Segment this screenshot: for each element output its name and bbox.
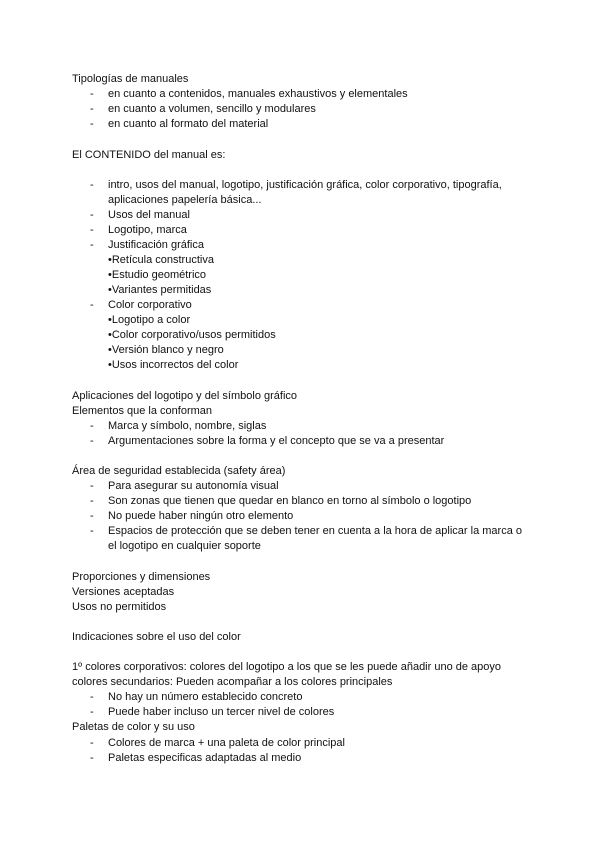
- subheading-elementos: Elementos que la conforman: [72, 405, 213, 417]
- bullet-dash: -: [90, 752, 94, 764]
- sub-list-item: •Color corporativo/usos permitidos: [108, 329, 276, 341]
- list-item: Puede haber incluso un tercer nivel de colores: [108, 706, 335, 718]
- bullet-dash: -: [90, 420, 94, 432]
- list-item: en cuanto a contenidos, manuales exhaustivos y elementales: [108, 88, 408, 100]
- list-item: Colores de marca + una paleta de color principal: [108, 737, 345, 749]
- bullet-dash: -: [90, 525, 94, 537]
- list-item-line: intro, usos del manual, logotipo, justificación gráfica, color corporativo, tipografía,: [108, 179, 502, 191]
- bullet-dash: -: [90, 299, 94, 311]
- paragraph-line: 1º colores corporativos: colores del logotipo a los que se les puede añadir uno de apoyo: [72, 661, 502, 673]
- list-item: Son zonas que tienen que quedar en blanco en torno al símbolo o logotipo: [108, 495, 472, 507]
- bullet-dash: -: [90, 510, 94, 522]
- bullet-dash: -: [90, 435, 94, 447]
- heading-contenido: El CONTENIDO del manual es:: [72, 149, 226, 161]
- list-item: Para asegurar su autonomía visual: [108, 480, 279, 492]
- sub-list-item: •Versión blanco y negro: [108, 344, 224, 356]
- text-line: Proporciones y dimensiones: [72, 571, 211, 583]
- list-item: Usos del manual: [108, 209, 190, 221]
- bullet-dash: -: [90, 706, 94, 718]
- bullet-dash: -: [90, 88, 94, 100]
- bullet-dash: -: [90, 209, 94, 221]
- list-item: en cuanto al formato del material: [108, 118, 269, 130]
- list-item-line: Espacios de protección que se deben tener en cuenta a la hora de aplicar la marca o: [108, 525, 522, 537]
- list-item: Color corporativo: [108, 299, 192, 311]
- bullet-dash: -: [90, 495, 94, 507]
- heading-area-seguridad: Área de seguridad establecida (safety área): [72, 465, 286, 477]
- subheading-paletas: Paletas de color y su uso: [72, 721, 195, 733]
- bullet-dash: -: [90, 224, 94, 236]
- heading-aplicaciones: Aplicaciones del logotipo y del símbolo gráfico: [72, 390, 298, 402]
- bullet-dash: -: [90, 103, 94, 115]
- heading-indicaciones-color: Indicaciones sobre el uso del color: [72, 631, 241, 643]
- bullet-dash: -: [90, 737, 94, 749]
- text-line: Versiones aceptadas: [72, 586, 175, 598]
- text-line: Usos no permitidos: [72, 601, 167, 613]
- list-item: en cuanto a volumen, sencillo y modulares: [108, 103, 316, 115]
- list-item: No hay un número establecido concreto: [108, 691, 303, 703]
- sub-list-item: •Variantes permitidas: [108, 284, 212, 296]
- bullet-dash: -: [90, 691, 94, 703]
- sub-list-item: •Retícula constructiva: [108, 254, 214, 266]
- list-item-line: el logotipo en cualquier soporte: [108, 540, 261, 552]
- bullet-dash: -: [90, 179, 94, 191]
- bullet-dash: -: [90, 480, 94, 492]
- paragraph-line: colores secundarios: Pueden acompañar a los colores principales: [72, 676, 393, 688]
- list-item-line: aplicaciones papelería básica...: [108, 194, 262, 206]
- list-item: Argumentaciones sobre la forma y el concepto que se va a presentar: [108, 435, 445, 447]
- list-item: Logotipo, marca: [108, 224, 187, 236]
- bullet-dash: -: [90, 239, 94, 251]
- sub-list-item: •Estudio geométrico: [108, 269, 207, 281]
- list-item: Marca y símbolo, nombre, siglas: [108, 420, 267, 432]
- list-item: No puede haber ningún otro elemento: [108, 510, 294, 522]
- list-item: Paletas especificas adaptadas al medio: [108, 752, 302, 764]
- sub-list-item: •Usos incorrectos del color: [108, 359, 239, 371]
- heading-tipologias: Tipologías de manuales: [72, 73, 189, 85]
- list-item: Justificación gráfica: [108, 239, 204, 251]
- bullet-dash: -: [90, 118, 94, 130]
- sub-list-item: •Logotipo a color: [108, 314, 191, 326]
